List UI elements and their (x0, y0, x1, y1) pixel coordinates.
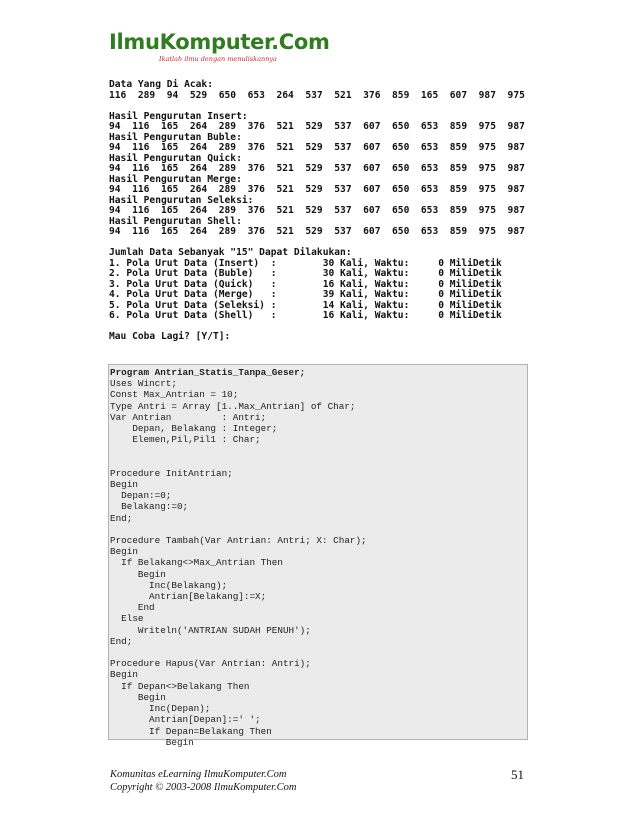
console-line: 5. Pola Urut Data (Seleksi) : 14 Kali, Waktu: 0 MiliDetik (109, 299, 502, 311)
code-line: Uses Wincrt; (110, 378, 177, 390)
console-line: Hasil Pengurutan Merge: (109, 173, 242, 185)
program-heading: Program Antrian_Statis_Tanpa_Geser; (110, 367, 306, 378)
logo-text: IlmuKomputer.Com (109, 30, 330, 54)
code-line: Inc(Belakang); (110, 579, 228, 591)
code-body (110, 378, 367, 748)
code-line: Const Max_Antrian = 10; (110, 389, 239, 401)
footer-credits (110, 768, 296, 794)
code-line: Begin (110, 669, 138, 681)
code-line: Procedure Hapus(Var Antrian: Antri); (110, 658, 311, 670)
console-line: 3. Pola Urut Data (Quick) : 16 Kali, Waktu: 0 MiliDetik (109, 278, 502, 290)
code-line: Elemen,Pil,Pil1 : Char; (110, 434, 261, 446)
source-code-listing (108, 364, 528, 748)
code-line: Belakang:=0; (110, 501, 189, 513)
code-line: If Belakang<>Max_Antrian Then (110, 557, 283, 569)
console-line: Mau Coba Lagi? [Y/T]: (109, 331, 231, 342)
console-output-text (109, 80, 529, 343)
code-line: Begin (110, 479, 138, 491)
logo-tagline: Ikatlah ilmu dengan menuliskannya (159, 55, 277, 63)
page-number: 51 (511, 767, 524, 782)
footer-community: Komunitas eLearning IlmuKomputer.Com (110, 769, 287, 780)
console-line: 94 116 165 264 289 376 521 529 537 607 650 653 859 975 987 (109, 205, 525, 216)
code-line: End; (110, 512, 133, 524)
footer-copyright: Copyright © 2003-2008 IlmuKomputer.Com (110, 782, 297, 793)
console-line: 116 289 94 529 650 653 264 537 521 376 859 165 607 987 975 (109, 89, 525, 101)
console-line: Jumlah Data Sebanyak "15" Dapat Dilakukan: (109, 247, 352, 258)
code-line: Antrian[Depan]:=' '; (110, 714, 261, 726)
code-line: End (110, 602, 155, 614)
console-line: Hasil Pengurutan Quick: (109, 152, 242, 164)
code-line: Begin (110, 568, 166, 580)
code-line: If Depan<>Belakang Then (110, 680, 250, 692)
code-line: Inc(Depan); (110, 703, 211, 715)
code-line: Var Antrian : Antri; (110, 411, 267, 423)
code-line: End; (110, 635, 133, 647)
console-line: 2. Pola Urut Data (Buble) : 30 Kali, Waktu: 0 MiliDetik (109, 268, 502, 279)
code-line: Begin (110, 546, 138, 558)
code-line: Procedure InitAntrian; (110, 467, 233, 479)
code-line: Procedure Tambah(Var Antrian: Antri; X: Char); (110, 535, 367, 547)
code-line: Type Antri = Array [1..Max_Antrian] of Char; (110, 400, 356, 412)
code-line: Begin (110, 736, 194, 748)
console-line: Data Yang Di Acak: (109, 79, 213, 90)
console-line: 1. Pola Urut Data (Insert) : 30 Kali, Waktu: 0 MiliDetik (109, 257, 502, 269)
code-line: Begin (110, 691, 166, 703)
console-line: Hasil Pengurutan Buble: (109, 131, 242, 143)
console-line: Hasil Pengurutan Shell: (109, 215, 242, 227)
code-line: Else (110, 613, 144, 625)
code-line: Antrian[Belakang]:=X; (110, 591, 267, 603)
site-logo (109, 30, 330, 70)
console-output-screenshot (109, 80, 529, 364)
code-line: If Depan=Belakang Then (110, 725, 272, 737)
code-line: Depan:=0; (110, 490, 172, 502)
console-line: 94 116 165 264 289 376 521 529 537 607 650 653 859 975 987 (109, 184, 525, 195)
console-line: Hasil Pengurutan Insert: (109, 110, 248, 122)
console-line: 94 116 165 264 289 376 521 529 537 607 650 653 859 975 987 (109, 121, 525, 132)
console-line: Hasil Pengurutan Seleksi: (109, 194, 254, 206)
console-line: 94 116 165 264 289 376 521 529 537 607 650 653 859 975 987 (109, 142, 525, 153)
code-line: Writeln('ANTRIAN SUDAH PENUH'); (110, 624, 311, 636)
code-line: Depan, Belakang : Integer; (110, 423, 278, 435)
console-line: 94 116 165 264 289 376 521 529 537 607 650 653 859 975 987 (109, 163, 525, 174)
console-line: 94 116 165 264 289 376 521 529 537 607 650 653 859 975 987 (109, 226, 525, 237)
console-line: 6. Pola Urut Data (Shell) : 16 Kali, Waktu: 0 MiliDetik (109, 310, 502, 321)
console-line: 4. Pola Urut Data (Merge) : 39 Kali, Waktu: 0 MiliDetik (109, 289, 502, 300)
